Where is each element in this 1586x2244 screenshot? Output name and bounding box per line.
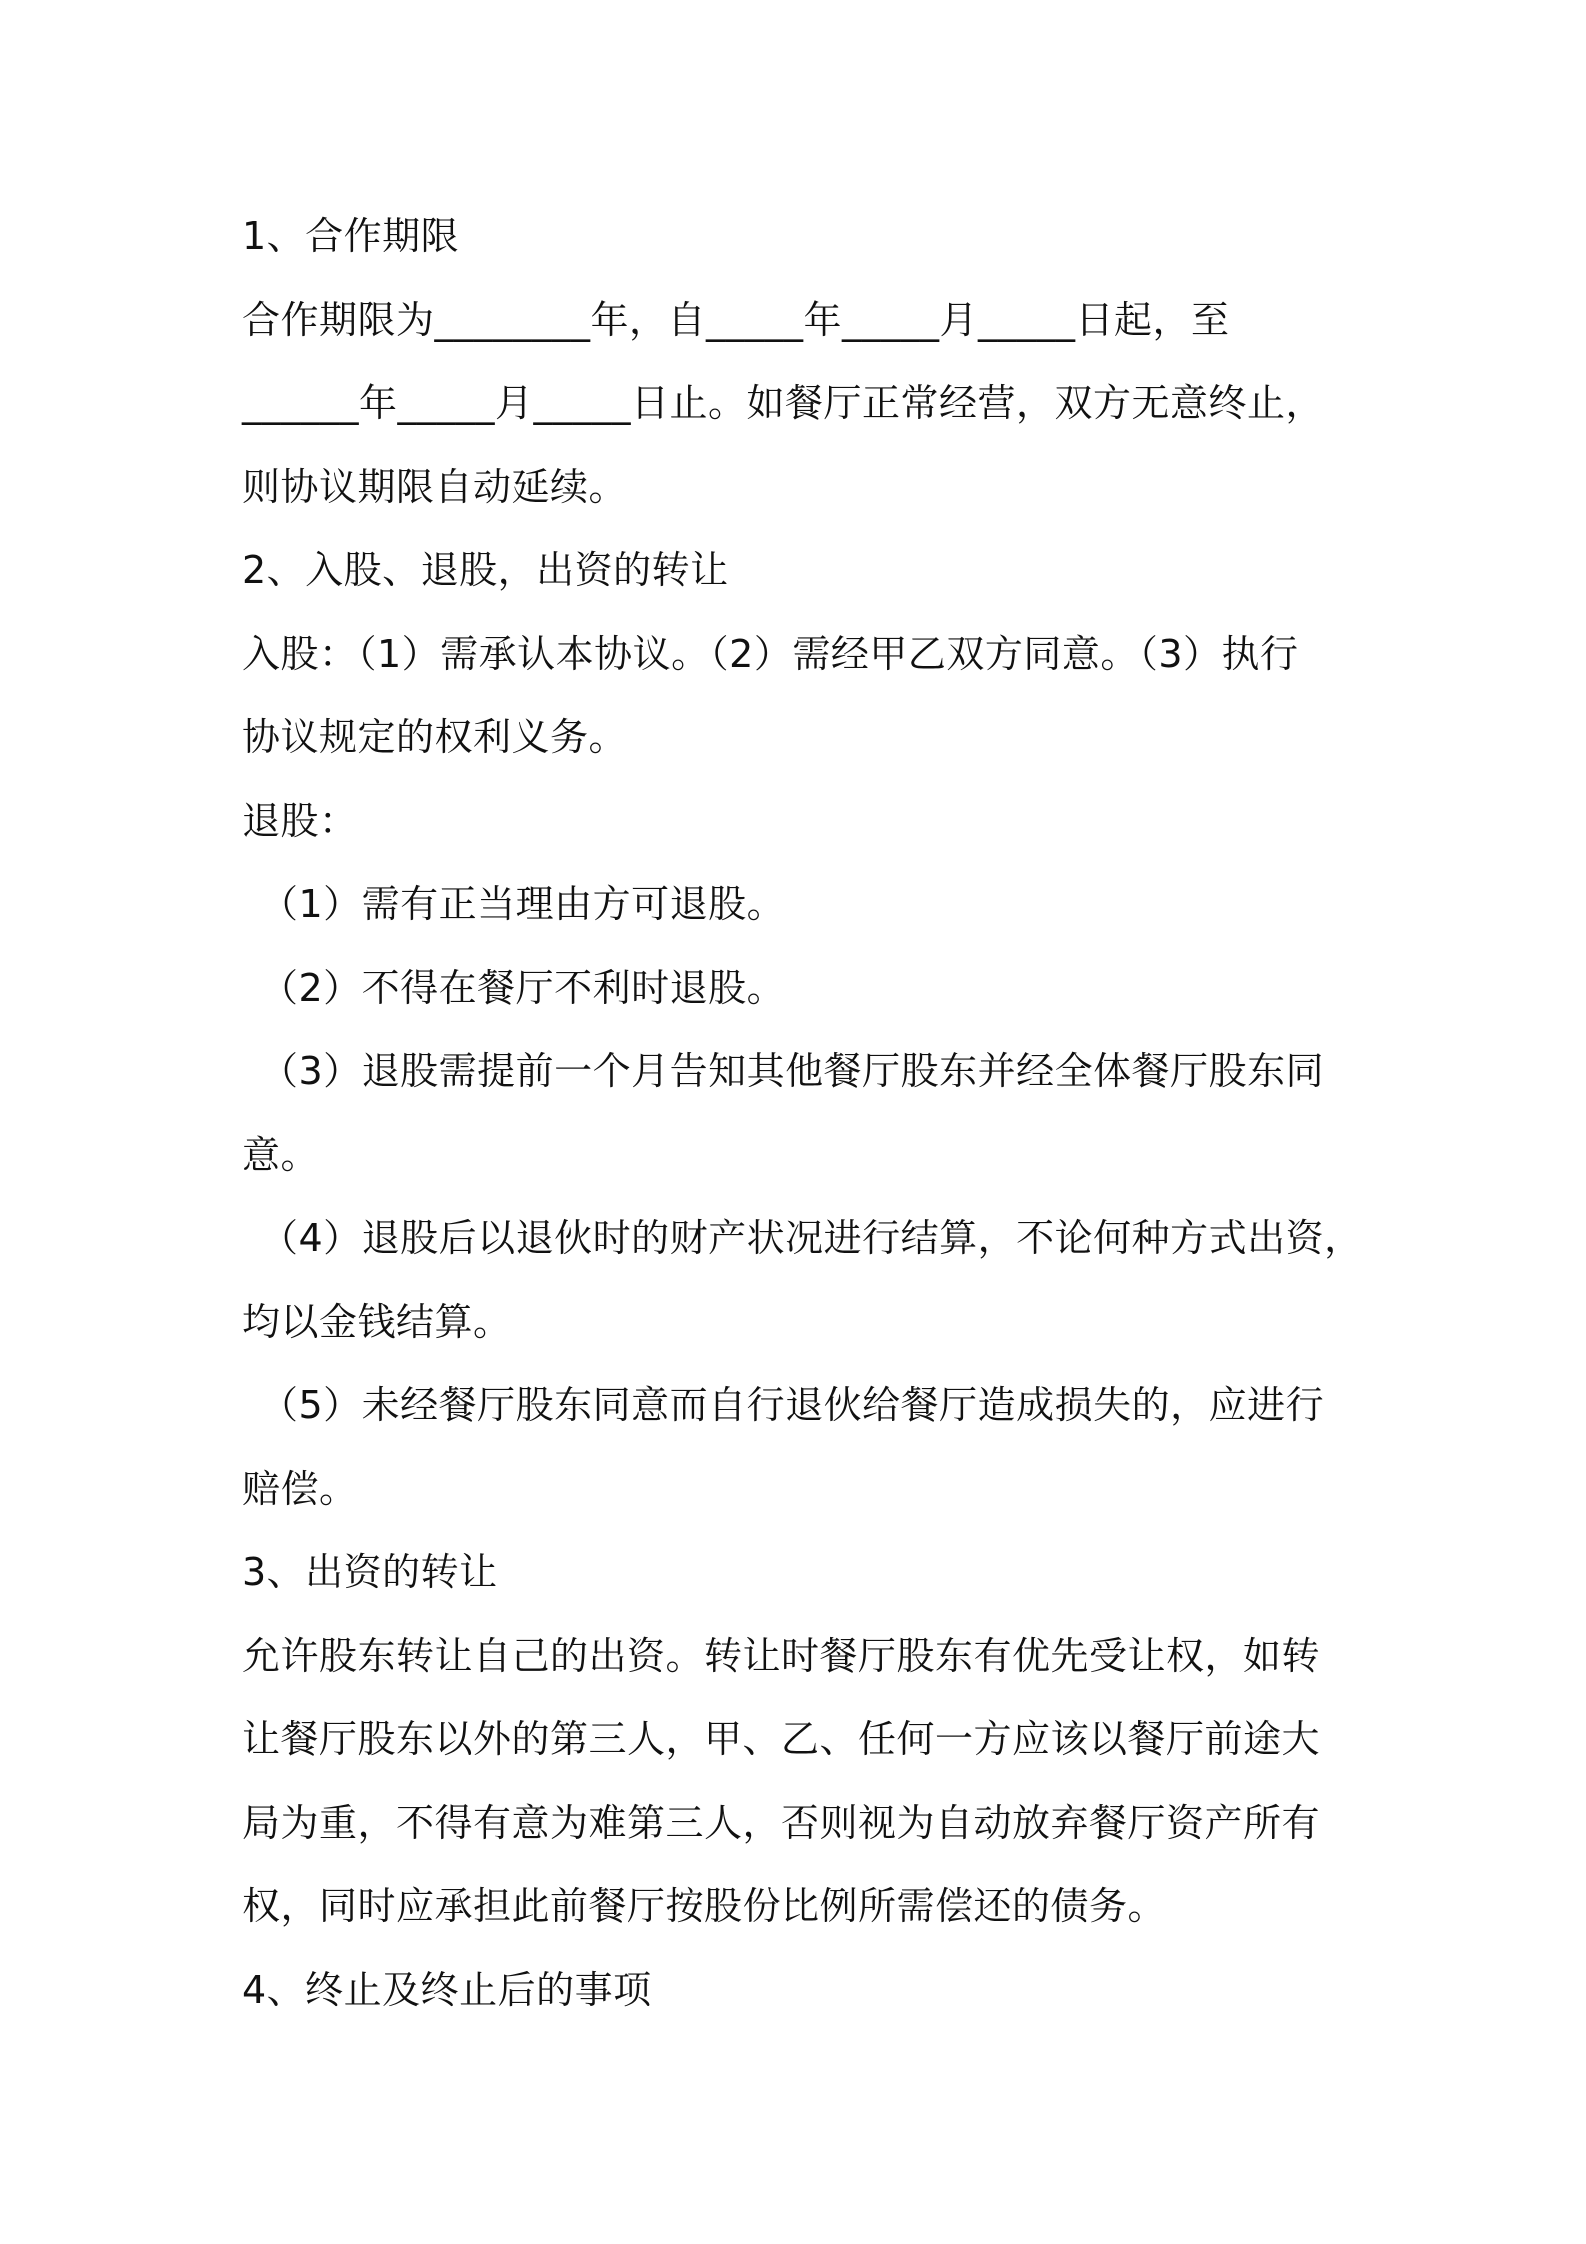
subheading-withdrawal: 退股： xyxy=(242,798,358,843)
list-item: （1）需有正当理由方可退股。 xyxy=(260,882,786,926)
section-heading-term: 1、合作期限 xyxy=(242,214,460,258)
paragraph-line: 合作期限为________年，自_____年_____月_____日起，至 xyxy=(242,297,1230,342)
list-item: （3）退股需提前一个月告知其他餐厅股东并经全体餐厅股东同 xyxy=(260,1049,1325,1093)
paragraph-line: 协议规定的权利义务。 xyxy=(242,715,628,759)
section-heading-termination: 4、终止及终止后的事项 xyxy=(242,1967,652,2012)
list-item-continuation: 意。 xyxy=(242,1132,320,1177)
list-item: （5）未经餐厅股东同意而自行退伙给餐厅造成损失的，应进行 xyxy=(260,1383,1325,1427)
paragraph-line: 局为重，不得有意为难第三人，否则视为自动放弃餐厅资产所有 xyxy=(242,1800,1321,1845)
list-item: （4）退股后以退伙时的财产状况进行结算，不论何种方式出资， xyxy=(260,1216,1363,1260)
list-item-continuation: 赔偿。 xyxy=(242,1466,358,1511)
paragraph-line: 允许股东转让自己的出资。转让时餐厅股东有优先受让权，如转 xyxy=(242,1633,1321,1678)
section-heading-shares: 2、入股、退股，出资的转让 xyxy=(242,548,729,592)
paragraph-line: 则协议期限自动延续。 xyxy=(242,464,628,509)
paragraph-line: 入股：（1）需承认本协议。（2）需经甲乙双方同意。（3）执行 xyxy=(242,631,1299,676)
document-body xyxy=(242,195,1392,2032)
paragraph-line: 权，同时应承担此前餐厅按股份比例所需偿还的债务。 xyxy=(242,1884,1167,1928)
section-heading-transfer: 3、出资的转让 xyxy=(242,1550,498,1594)
list-item: （2）不得在餐厅不利时退股。 xyxy=(260,965,786,1010)
paragraph-line: 让餐厅股东以外的第三人，甲、乙、任何一方应该以餐厅前途大 xyxy=(242,1717,1321,1761)
paragraph-line: ______年_____月_____日止。如餐厅正常经营，双方无意终止， xyxy=(242,381,1325,425)
list-item-continuation: 均以金钱结算。 xyxy=(242,1299,512,1344)
